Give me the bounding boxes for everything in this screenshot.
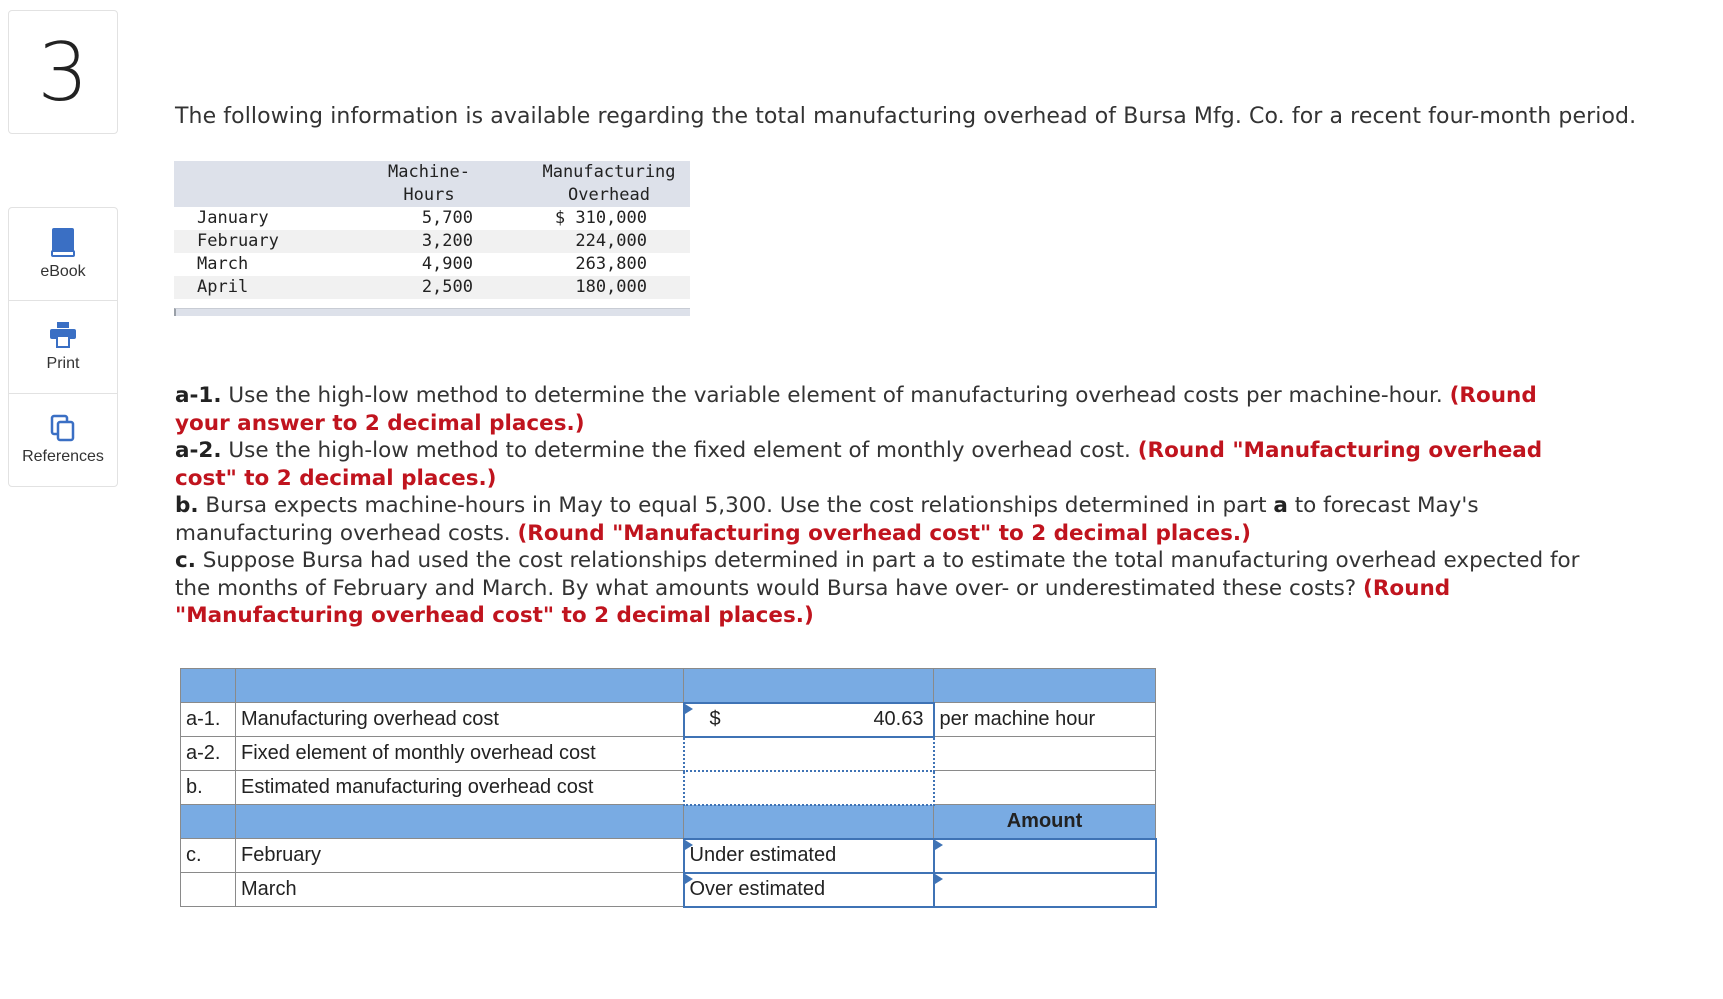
- a1-label: a-1.: [175, 383, 222, 408]
- b-text-2: to forecast May's manufacturing overhead costs.: [175, 493, 1479, 546]
- a2-round-note: (Round "Manufacturing overhead cost" to 2 decimal places.): [175, 438, 1543, 491]
- header-machine-hours-2: Hours: [403, 185, 455, 205]
- amount-header: Amount: [934, 805, 1156, 839]
- a1-text: Use the high-low method to determine the variable element of manufacturing overhead costs per machine-hour.: [221, 383, 1450, 408]
- answer-row-b: [181, 771, 1156, 805]
- flag-icon: [935, 874, 943, 884]
- data-table-header: [174, 161, 690, 207]
- answer-subheader-row: [181, 805, 1156, 839]
- month-label: February: [236, 839, 684, 873]
- row-description: Manufacturing overhead cost: [236, 703, 684, 737]
- sidebar-item-label: References: [22, 448, 104, 465]
- flag-icon: [685, 840, 693, 850]
- sidebar-item-ebook[interactable]: [9, 208, 117, 301]
- a2-answer-input[interactable]: [684, 737, 934, 771]
- flag-icon: [685, 874, 693, 884]
- month-label: March: [236, 873, 684, 907]
- hours-cell: 5,700: [421, 208, 473, 228]
- currency-symbol: $: [709, 708, 721, 730]
- instruction-b: [175, 492, 1595, 547]
- overhead-cell: 263,800: [575, 254, 647, 274]
- feb-estimate-select[interactable]: [684, 839, 934, 873]
- b-round-note: (Round "Manufacturing overhead cost" to 2 decimal places.): [517, 520, 1251, 546]
- unit-label: per machine hour: [934, 703, 1156, 737]
- a1-answer-input[interactable]: [684, 703, 934, 737]
- hours-cell: 3,200: [421, 231, 473, 251]
- answer-table: [180, 668, 1157, 908]
- question-number: 3: [8, 10, 118, 134]
- instructions: [175, 382, 1595, 630]
- table-bottom-bar: [174, 308, 690, 316]
- instruction-c: [175, 547, 1595, 630]
- answer-row-mar: [181, 873, 1156, 907]
- answer-row-a2: [181, 737, 1156, 771]
- a1-round-note: (Round your answer to 2 decimal places.): [175, 383, 1537, 436]
- sidebar-item-label: eBook: [40, 263, 86, 280]
- row-label: c.: [181, 839, 236, 873]
- mar-estimate-select[interactable]: [684, 873, 934, 907]
- flag-icon: [935, 840, 943, 850]
- header-overhead-2: Overhead: [568, 185, 650, 205]
- overhead-cell: 224,000: [575, 231, 647, 251]
- month-cell: April: [197, 277, 249, 297]
- header-overhead-1: Manufacturing: [542, 162, 676, 182]
- mar-select-value: Over estimated: [689, 878, 826, 900]
- sidebar-item-label: Print: [46, 355, 80, 372]
- answer-row-feb: [181, 839, 1156, 873]
- hours-cell: 4,900: [421, 254, 473, 274]
- instruction-a2: [175, 437, 1595, 492]
- sidebar-item-references[interactable]: [9, 394, 117, 486]
- c-text: Suppose Bursa had used the cost relationships determined in part a to estimate the total manufacturing overhead expected for the months of February and March. By what amounts would Bursa have over- or underestimated these costs?: [175, 548, 1580, 601]
- sidebar: [8, 207, 118, 487]
- b-label: b.: [175, 493, 199, 518]
- table-row: [174, 207, 690, 230]
- b-text-1: Bursa expects machine-hours in May to equal 5,300. Use the cost relationships determined in part: [198, 493, 1274, 518]
- table-row: [174, 276, 690, 299]
- header-machine-hours-1: Machine-: [388, 162, 470, 182]
- answer-row-a1: [181, 703, 1156, 737]
- instruction-a1: [175, 382, 1595, 437]
- row-description: Estimated manufacturing overhead cost: [236, 771, 684, 805]
- a2-label: a-2.: [175, 438, 222, 463]
- overhead-cell: 180,000: [575, 277, 647, 297]
- table-row: [174, 253, 690, 276]
- feb-amount-input[interactable]: [934, 839, 1156, 873]
- sidebar-item-print[interactable]: [9, 301, 117, 394]
- row-description: Fixed element of monthly overhead cost: [236, 737, 684, 771]
- b-answer-input[interactable]: [684, 771, 934, 805]
- copy-icon: [50, 414, 76, 442]
- month-cell: January: [197, 208, 269, 228]
- row-label: b.: [181, 771, 236, 805]
- a1-value: 40.63: [873, 708, 924, 730]
- book-icon: [50, 227, 76, 257]
- feb-select-value: Under estimated: [689, 844, 837, 866]
- row-label: a-2.: [181, 737, 236, 771]
- intro-text: The following information is available regarding the total manufacturing overhead of Bursa Mfg. Co. for a recent four-month period.: [175, 104, 1637, 129]
- answer-header-row: [181, 669, 1156, 703]
- b-bold-a: a: [1273, 493, 1288, 518]
- table-row: [174, 230, 690, 253]
- flag-icon: [685, 704, 693, 714]
- overhead-cell: $ 310,000: [554, 208, 647, 228]
- month-cell: February: [197, 231, 279, 251]
- printer-icon: [49, 321, 77, 349]
- overhead-data-table: [174, 161, 690, 316]
- c-label: c.: [175, 548, 196, 573]
- c-round-note: (Round "Manufacturing overhead cost" to 2 decimal places.): [175, 575, 1451, 628]
- hours-cell: 2,500: [421, 277, 473, 297]
- row-label: a-1.: [181, 703, 236, 737]
- a2-text: Use the high-low method to determine the fixed element of monthly overhead cost.: [221, 438, 1138, 463]
- month-cell: March: [197, 254, 249, 274]
- mar-amount-input[interactable]: [934, 873, 1156, 907]
